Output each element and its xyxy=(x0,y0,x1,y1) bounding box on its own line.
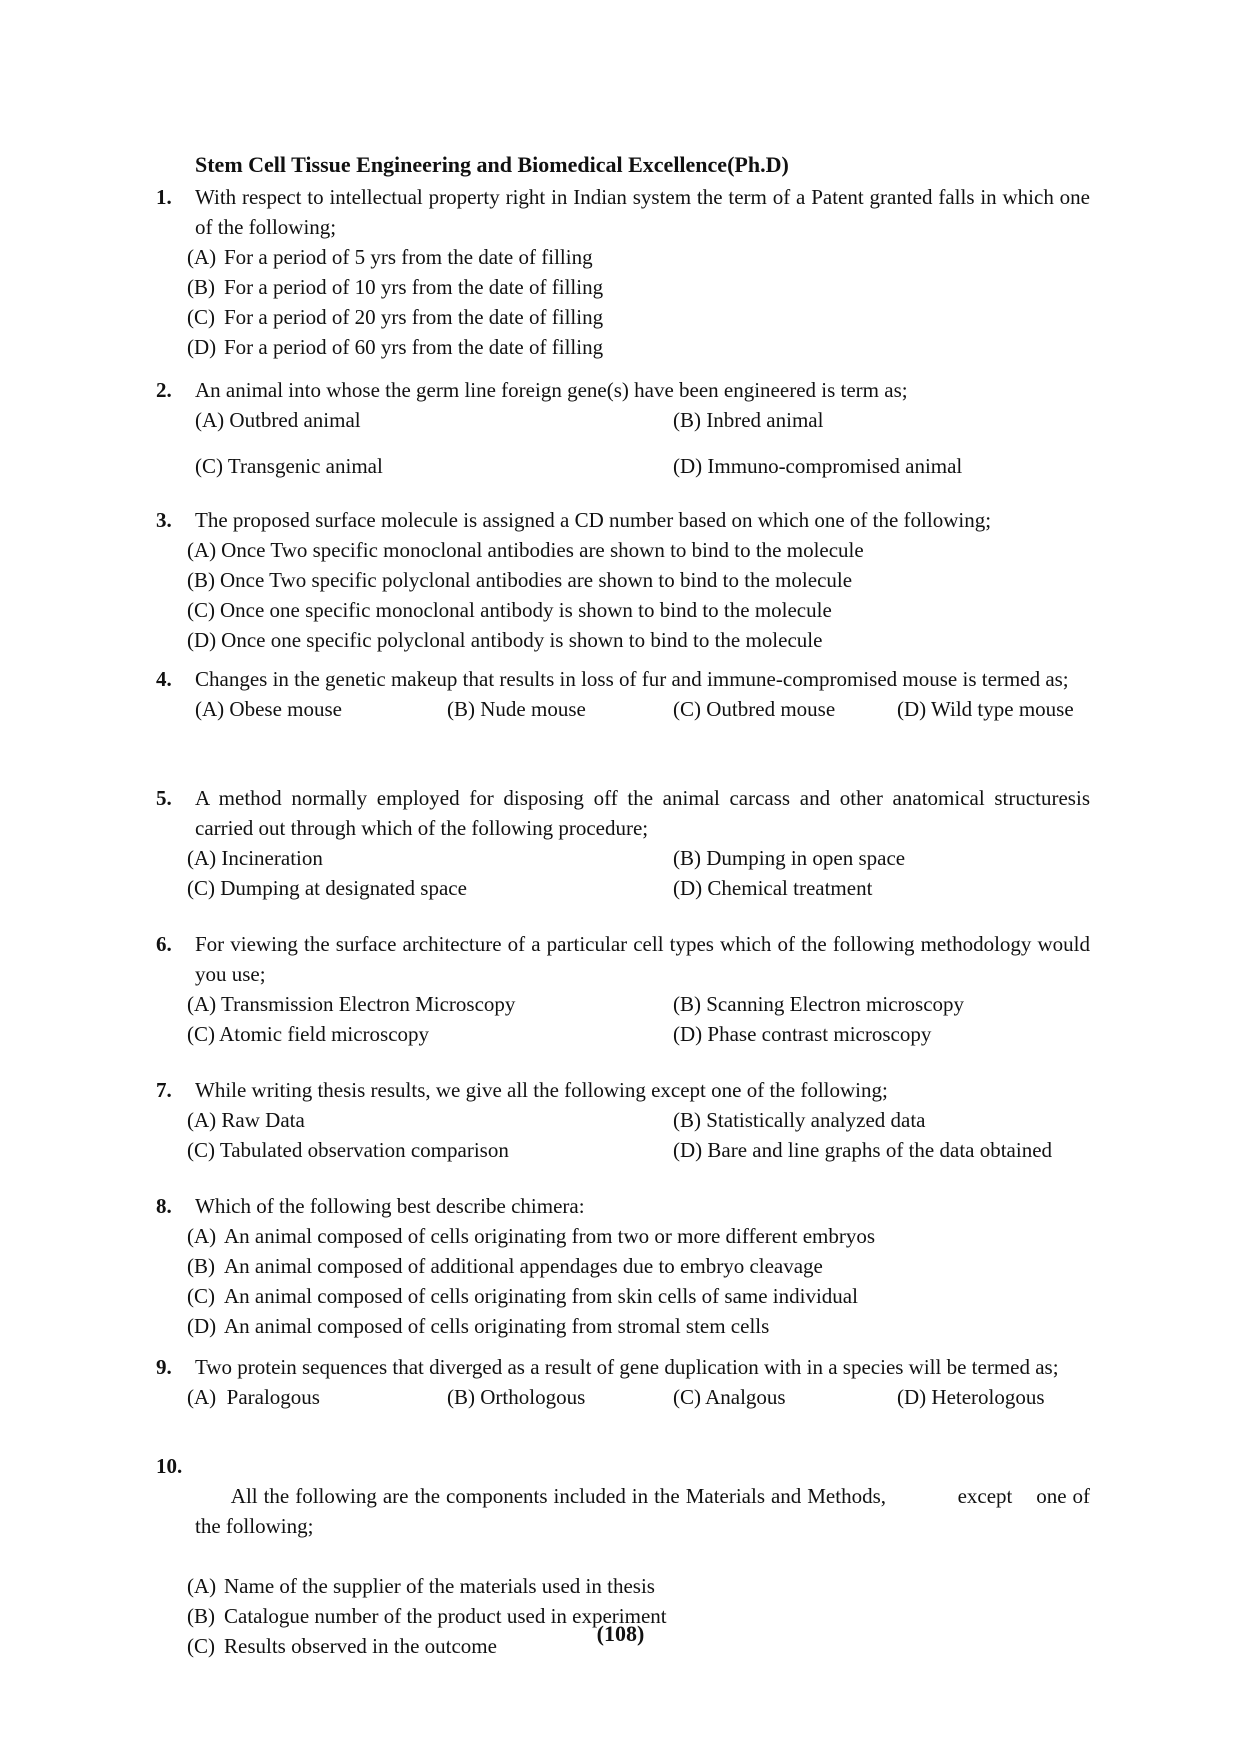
option-c xyxy=(156,595,1090,625)
option-d xyxy=(673,451,962,481)
question-text: For viewing the surface architecture of a particular cell types which of the following methodology would you use; xyxy=(195,932,1090,986)
option-c xyxy=(673,694,835,724)
option-b xyxy=(673,843,905,873)
option-a xyxy=(187,1382,320,1412)
option-text: An animal composed of cells originating from two or more different embryos xyxy=(224,1224,876,1248)
option-row xyxy=(156,1135,1090,1165)
page-number: (108) xyxy=(596,1621,645,1646)
option-label: (D) xyxy=(673,876,703,900)
question-8 xyxy=(156,1191,1090,1341)
option-text: Paralogous xyxy=(226,1385,320,1409)
option-b xyxy=(156,272,1090,302)
option-text: An animal composed of additional appendages due to embryo cleavage xyxy=(224,1254,823,1278)
option-label: (C) xyxy=(187,1634,215,1658)
option-label: (D) xyxy=(673,1022,703,1046)
option-text: Immuno-compromised animal xyxy=(707,454,963,478)
question-text: Two protein sequences that diverged as a result of gene duplication with in a species will be termed as; xyxy=(195,1355,1059,1379)
question-number: 1. xyxy=(156,185,172,209)
option-text: Tabulated observation comparison xyxy=(219,1138,509,1162)
option-b xyxy=(673,1105,926,1135)
option-row xyxy=(156,1382,1090,1412)
option-list xyxy=(156,1221,1090,1341)
option-text: Bare and line graphs of the data obtained xyxy=(707,1138,1053,1162)
option-label: (A) xyxy=(187,846,217,870)
option-label: (D) xyxy=(897,697,927,721)
option-label: (A) xyxy=(187,1224,217,1248)
option-text: Statistically analyzed data xyxy=(706,1108,926,1132)
question-text: Changes in the genetic makeup that results in loss of fur and immune-compromised mouse is termed as; xyxy=(195,667,1069,691)
question-number: 8. xyxy=(156,1194,172,1218)
option-d xyxy=(673,873,872,903)
option-label: (C) xyxy=(187,305,215,329)
option-label: (D) xyxy=(187,628,217,652)
option-text: Phase contrast microscopy xyxy=(707,1022,932,1046)
option-label: (C) xyxy=(187,1022,215,1046)
option-d xyxy=(673,1135,1052,1165)
option-label: (A) xyxy=(195,408,225,432)
option-row xyxy=(156,405,1090,435)
question-text: Which of the following best describe chimera: xyxy=(195,1194,585,1218)
question-4 xyxy=(156,664,1090,724)
option-a xyxy=(187,989,515,1019)
option-row xyxy=(156,1105,1090,1135)
option-a xyxy=(156,1571,1090,1601)
question-text: An animal into whose the germ line foreign gene(s) have been engineered is term as; xyxy=(195,378,908,402)
option-text: Chemical treatment xyxy=(707,876,873,900)
option-row xyxy=(156,989,1090,1019)
option-text: Outbred animal xyxy=(229,408,361,432)
option-text: For a period of 5 yrs from the date of filling xyxy=(224,245,593,269)
option-label: (A) xyxy=(187,1108,217,1132)
option-d xyxy=(673,1019,931,1049)
option-label: (C) xyxy=(187,598,215,622)
option-c xyxy=(156,302,1090,332)
option-text: Heterologous xyxy=(931,1385,1045,1409)
option-text: Analgous xyxy=(705,1385,786,1409)
question-text: All the following are the components included in the Materials and Methods, except one of the following; xyxy=(195,1484,1096,1538)
option-b xyxy=(156,1251,1090,1281)
option-d xyxy=(897,694,1074,724)
option-text: Dumping at designated space xyxy=(220,876,467,900)
question-number: 3. xyxy=(156,508,172,532)
option-label: (A) xyxy=(187,1574,217,1598)
option-text: Results observed in the outcome xyxy=(224,1634,497,1658)
option-a xyxy=(156,242,1090,272)
option-c xyxy=(187,1135,509,1165)
option-a xyxy=(187,843,323,873)
option-list xyxy=(156,242,1090,362)
option-label: (B) xyxy=(187,275,215,299)
option-text: Name of the supplier of the materials used in thesis xyxy=(224,1574,655,1598)
question-number: 7. xyxy=(156,1078,172,1102)
option-label: (B) xyxy=(187,1254,215,1278)
option-a xyxy=(187,1105,305,1135)
option-d xyxy=(897,1382,1045,1412)
option-c xyxy=(156,1281,1090,1311)
option-text: Transgenic animal xyxy=(227,454,383,478)
option-row xyxy=(156,1019,1090,1049)
option-text: Once Two specific monoclonal antibodies are shown to bind to the molecule xyxy=(221,538,864,562)
option-b xyxy=(156,565,1090,595)
option-text: Once one specific monoclonal antibody is shown to bind to the molecule xyxy=(220,598,832,622)
option-b xyxy=(447,1382,585,1412)
option-label: (C) xyxy=(195,454,223,478)
option-row xyxy=(156,694,1090,724)
option-label: (A) xyxy=(195,697,225,721)
question-text: With respect to intellectual property right in Indian system the term of a Patent granted falls in which one of the following; xyxy=(195,185,1090,239)
option-b xyxy=(673,405,823,435)
option-text: Once one specific polyclonal antibody is shown to bind to the molecule xyxy=(221,628,823,652)
option-text: Atomic field microscopy xyxy=(219,1022,430,1046)
option-label: (D) xyxy=(673,1138,703,1162)
option-label: (A) xyxy=(187,538,217,562)
option-text: Scanning Electron microscopy xyxy=(706,992,965,1016)
option-text: An animal composed of cells originating from stromal stem cells xyxy=(224,1314,770,1338)
option-d xyxy=(156,1311,1090,1341)
option-label: (B) xyxy=(673,846,701,870)
option-label: (A) xyxy=(187,245,217,269)
question-number: 5. xyxy=(156,786,172,810)
option-label: (D) xyxy=(187,335,217,359)
option-text: Obese mouse xyxy=(229,697,342,721)
question-text: The proposed surface molecule is assigned a CD number based on which one of the following; xyxy=(195,508,992,532)
option-label: (A) xyxy=(187,992,217,1016)
option-text: For a period of 20 yrs from the date of filling xyxy=(224,305,604,329)
question-text: While writing thesis results, we give all the following except one of the following; xyxy=(195,1078,888,1102)
question-3 xyxy=(156,505,1090,655)
option-label: (D) xyxy=(673,454,703,478)
option-label: (B) xyxy=(187,568,215,592)
section-title: Stem Cell Tissue Engineering and Biomedical Excellence(Ph.D) xyxy=(195,152,789,177)
question-7 xyxy=(156,1075,1090,1165)
question-number: 4. xyxy=(156,667,172,691)
option-label: (B) xyxy=(187,1604,215,1628)
option-text: Nude mouse xyxy=(480,697,586,721)
option-label: (C) xyxy=(673,697,701,721)
option-label: (D) xyxy=(187,1314,217,1338)
option-label: (B) xyxy=(673,1108,701,1132)
option-d xyxy=(156,332,1090,362)
question-1 xyxy=(156,182,1090,362)
option-a xyxy=(156,535,1090,565)
option-a xyxy=(195,405,361,435)
option-text: Wild type mouse xyxy=(931,697,1074,721)
option-text: Raw Data xyxy=(221,1108,305,1132)
option-text: Orthologous xyxy=(480,1385,586,1409)
option-a xyxy=(156,1221,1090,1251)
question-number: 10. xyxy=(156,1454,183,1478)
option-c xyxy=(187,873,467,903)
option-c xyxy=(195,451,383,481)
option-label: (D) xyxy=(897,1385,927,1409)
question-2 xyxy=(156,375,1090,481)
option-text: Dumping in open space xyxy=(706,846,906,870)
option-text: Inbred animal xyxy=(706,408,824,432)
option-text: Catalogue number of the product used in experiment xyxy=(224,1604,667,1628)
option-text: Outbred mouse xyxy=(706,697,836,721)
option-c xyxy=(673,1382,786,1412)
option-label: (C) xyxy=(187,1284,215,1308)
option-text: Once Two specific polyclonal antibodies are shown to bind to the molecule xyxy=(220,568,853,592)
option-row xyxy=(156,843,1090,873)
option-a xyxy=(195,694,342,724)
option-list xyxy=(156,535,1090,655)
option-b xyxy=(447,694,586,724)
option-text: An animal composed of cells originating from skin cells of same individual xyxy=(224,1284,858,1308)
question-text: A method normally employed for disposing off the animal carcass and other anatomical structuresis carried out through which of the following procedure; xyxy=(195,786,1090,840)
option-row xyxy=(156,451,1090,481)
question-5 xyxy=(156,783,1090,903)
question-number: 9. xyxy=(156,1355,172,1379)
option-c xyxy=(187,1019,429,1049)
option-label: (A) xyxy=(187,1385,217,1409)
question-number: 2. xyxy=(156,378,172,402)
option-text: Transmission Electron Microscopy xyxy=(221,992,516,1016)
question-6 xyxy=(156,929,1090,1049)
question-9 xyxy=(156,1352,1090,1412)
option-text: For a period of 60 yrs from the date of filling xyxy=(224,335,604,359)
option-label: (B) xyxy=(447,1385,475,1409)
option-text: For a period of 10 yrs from the date of filling xyxy=(224,275,604,299)
option-label: (C) xyxy=(187,1138,215,1162)
question-number: 6. xyxy=(156,932,172,956)
option-text: Incineration xyxy=(221,846,323,870)
option-label: (C) xyxy=(673,1385,701,1409)
option-label: (B) xyxy=(673,408,701,432)
option-row xyxy=(156,873,1090,903)
option-label: (C) xyxy=(187,876,215,900)
option-label: (B) xyxy=(673,992,701,1016)
option-d xyxy=(156,625,1090,655)
option-b xyxy=(673,989,964,1019)
option-label: (B) xyxy=(447,697,475,721)
